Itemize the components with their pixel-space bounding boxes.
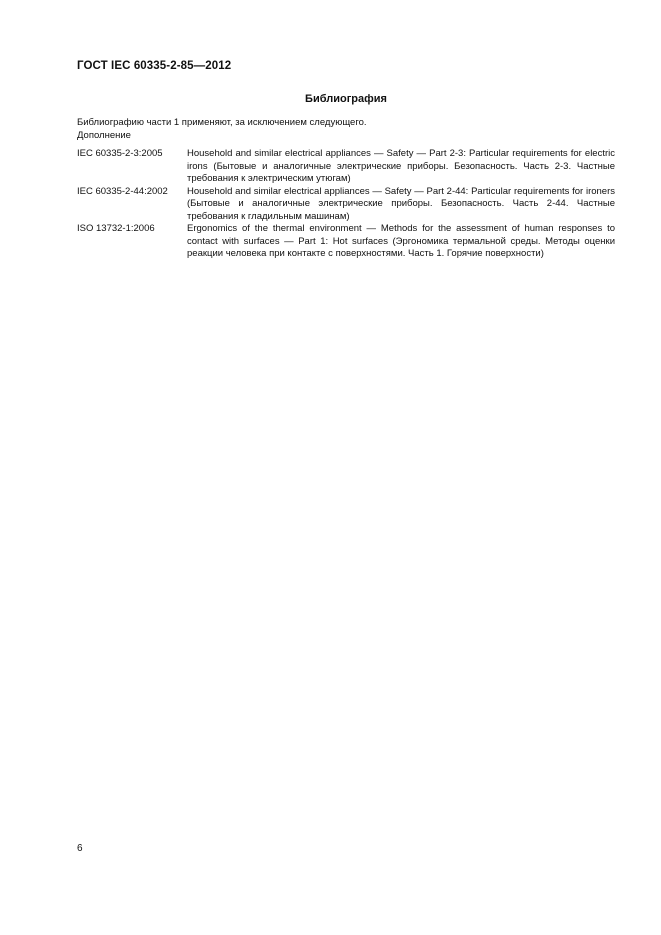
reference-title: Household and similar electrical appliances — Safety — Part 2-44: Particular requirements for ironers (Бытовые и аналогичные электрические приборы. Безопасность. Часть 2-44. Частные требования к гладильным машинам) xyxy=(187,185,615,222)
reference-code: IEC 60335-2-3:2005 xyxy=(77,148,163,159)
intro-text xyxy=(77,117,367,142)
intro-line-addition: Дополнение xyxy=(77,129,131,141)
bibliography-entry xyxy=(77,223,615,261)
reference-title: Household and similar electrical appliances — Safety — Part 2-3: Particular requirements for electric irons (Бытовые и аналогичные электрические приборы. Безопасность. Часть 2-3. Частные требования к электрическим утюгам) xyxy=(187,148,615,184)
section-title: Библиография xyxy=(305,93,387,105)
intro-line: Библиографию части 1 применяют, за исключением следующего. xyxy=(77,117,367,128)
document-header: ГОСТ IEC 60335-2-85—2012 xyxy=(77,60,232,72)
bibliography-entry xyxy=(77,186,615,224)
reference-code: ISO 13732-1:2006 xyxy=(77,223,155,234)
reference-title: Ergonomics of the thermal environment — Methods for the assessment of human responses to contact with surfaces — Part 1: Hot surfaces (Эргономика термальной среды. Методы оценки реакции человека при контакте с поверхностями. Часть 1. Горячие поверхности) xyxy=(187,223,615,259)
bibliography-list xyxy=(77,148,615,261)
bibliography-entry xyxy=(77,148,615,186)
page-number: 6 xyxy=(77,843,83,854)
reference-code: IEC 60335-2-44:2002 xyxy=(77,185,168,197)
